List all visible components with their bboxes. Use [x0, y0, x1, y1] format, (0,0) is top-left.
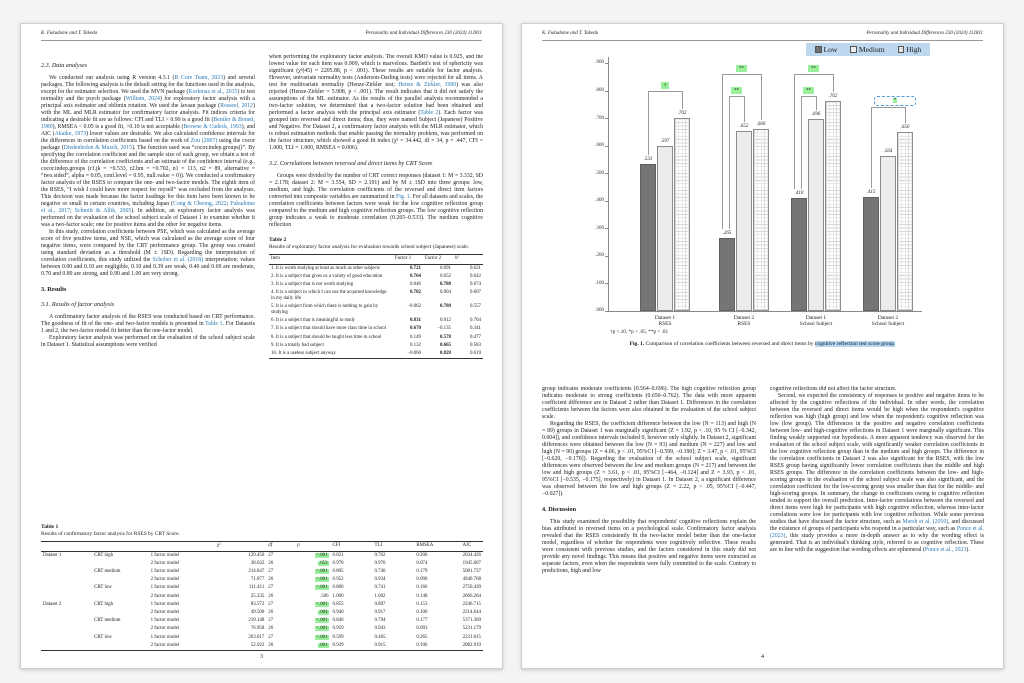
subsection-heading: 3.1. Results of factor analysis — [41, 301, 115, 308]
bar-medium-group2 — [736, 131, 752, 311]
citation-link[interactable]: Ponce et al., 2023 — [924, 547, 967, 553]
y-tick-label: .900 — [595, 60, 604, 66]
table-row: 5. It is a subject from which there is nothing to gain by studying −0.062 0.788 0.557 — [271, 304, 481, 316]
y-tick-label: .500 — [595, 170, 604, 176]
table-1-header: χ² — [215, 541, 266, 551]
table-1-header: AIC — [461, 541, 483, 551]
section-heading: 3. Results — [41, 286, 67, 293]
search-highlight: <.001 — [316, 552, 328, 558]
search-highlight: <.001 — [316, 634, 328, 640]
table-row: 8. It is a subject that should be taught less time in school 0.149 0.578 0.477 — [271, 334, 481, 340]
y-tick-label: .000 — [595, 308, 604, 314]
table-2-header: Factor 2 — [423, 254, 453, 264]
y-tick-label: .100 — [595, 280, 604, 286]
citation-link[interactable]: Table 2 — [420, 110, 439, 116]
citation-link[interactable]: Marsh et al. (2010) — [902, 519, 949, 525]
x-category-label: Dataset 1 School Subject — [799, 315, 833, 328]
citation-link[interactable]: Korkmaz et al., 2015 — [188, 89, 238, 95]
bar-value-label: .650 — [900, 124, 910, 130]
y-tick-mark — [605, 146, 608, 147]
paragraph: Regarding the RSES, the coefficient difference between the low (N = 113) and high (N = 89) groups in Dataset 1 was marginally significant (Z = 1.92, p < .10, 95 % CI [−0.342, 0.004]), and confidence intervals included 0, however only slightly. In Dataset 2, significant differences were obtained between the low (N = 93) and medium (N = 227) and low and high (N = 90) groups (Z = 4.06, p < .01, 95%CI [−0.599, −0.190]; Z = 3.47, p < .01, 95%CI [−0.620, −0.170]). Regarding the evaluation of the school subject scale, significant differences were observed between the low and medium groups (N = 217) and between the low and high groups (Z = 3.61, p < .01, 95%CI [−464, −0.124] and Z = 3.93, p < .01, 95%CI [−0.535, −0.175], respectively) in Dataset 1. In Dataset 2, a significant difference was observed between the low and high groups (Z = 2.22, p < .05, 95%CI [−0.447, −0.027]). — [542, 421, 756, 497]
x-axis — [608, 311, 922, 312]
legend-label: Low — [823, 45, 838, 54]
significance-note: †p <.10, *p < .05, **p < .01 — [610, 329, 669, 335]
legend-item-medium — [850, 45, 884, 54]
citation-link[interactable]: Cong & Cheong, 2022 — [172, 201, 227, 207]
x-category-label: Dataset 2 School Subject — [871, 315, 905, 328]
bar-medium-group1 — [657, 146, 673, 311]
y-tick-mark — [605, 311, 608, 312]
bracket-leg — [816, 96, 817, 110]
search-highlight: .053 — [318, 560, 328, 566]
table-2-header: h² — [453, 254, 483, 264]
paragraph: Groups were divided by the number of CRT correct responses (dataset 1: M = 3.332, SD = 2.178; dataset 2: M = 3.554, SD = 2.191) and by M ± 1SD into three groups: low, medium, and high. The correlation coefficients of the reversed and direct item factors converted into composite variables are summarized in Fig. 1. For all datasets and scales, the correlation coefficients between factors were weak for the low cognitive reflection group compared to the medium and high cognitive reflection groups. The low cognitive reflection group indicates a weak to moderate correlation (0.265–0.533). The medium cognitive reflection — [269, 173, 483, 228]
citation-link[interactable]: Ponce et al. (2023) — [770, 526, 984, 539]
bracket-line — [729, 96, 744, 97]
table-row: CRT low 1 factor model 111.411 27 <.001 0.806 0.741 0.166 2750.439 — [94, 585, 481, 591]
significance-marker: ** — [730, 66, 754, 72]
bar-value-label: .533 — [643, 157, 653, 163]
paragraph: cognitive reflections did not affect the factor structure. — [770, 386, 897, 392]
table-row: CRT low 1 factor model 203.017 27 <.001 0.599 0.465 0.265 2231.015 — [94, 634, 481, 640]
bracket-line — [722, 74, 761, 75]
table-1-caption: Table 1 Results of confirmatory factor analysis for RSES by CRT Score. — [41, 524, 180, 538]
table-2-header: Factor 1 — [393, 254, 423, 264]
page-header — [41, 31, 482, 36]
bar-value-label: .702 — [677, 110, 687, 116]
significance-marker: † — [653, 82, 677, 88]
x-category-label: Dataset 1 RSES — [654, 315, 676, 328]
citation-link[interactable]: Fukudome et al., 2017 — [41, 201, 255, 214]
bar-value-label: .652 — [739, 124, 749, 130]
header-rule — [41, 40, 482, 41]
running-journal: Personality and Individual Differences 230 (2024) 112811 — [866, 31, 983, 36]
bar-value-label: .597 — [660, 139, 670, 145]
table-2-header: Item — [269, 254, 393, 264]
bar-value-label: .696 — [811, 112, 821, 118]
bracket-leg — [761, 74, 762, 120]
bracket-line — [648, 91, 682, 92]
y-tick-label: .300 — [595, 225, 604, 231]
subsection-heading: 3.2. Correlations between reversed and direct items by CRT Score — [269, 160, 433, 167]
citation-link[interactable]: Rosseel, 2012 — [220, 103, 254, 109]
table-1-header: p — [295, 541, 330, 551]
table-1-header: CFI — [331, 541, 373, 551]
bar-high-group2 — [753, 129, 769, 311]
table-row: 10. It is a useless subject anyway −0.060 0.828 0.619 — [269, 350, 483, 359]
y-tick-label: .200 — [595, 253, 604, 259]
legend-label: Medium — [858, 45, 885, 54]
running-author: K. Fukudome and T. Takeda — [41, 31, 98, 36]
citation-link[interactable]: Zou (2007) — [190, 138, 218, 144]
table-row: 1. It is worth studying at least as much as other subjects 0.721 0.091 0.621 — [271, 265, 481, 271]
table-row: 2 factor model 71.877 26 <.001 0.952 0.934 0.090 4940.768 — [150, 577, 481, 583]
selected-annotation[interactable] — [874, 96, 916, 106]
text-selection-highlight: cognitive reflection test score group. — [814, 341, 896, 347]
y-tick-mark — [605, 256, 608, 257]
table-row: 2 factor model 25.235 26 .506 1.000 1.002 0.148 2666.264 — [150, 593, 481, 599]
search-highlight: .004 — [318, 610, 328, 615]
chart-legend — [806, 43, 930, 56]
table-1-header — [41, 541, 92, 551]
bracket-leg — [833, 74, 834, 92]
left-page-column-2 — [269, 54, 483, 516]
citation-link[interactable]: William, 2024 — [125, 96, 160, 102]
journal-page-4 — [521, 23, 1004, 669]
journal-page-3 — [20, 23, 503, 669]
bar-medium-group4 — [880, 156, 896, 311]
table-row: Dataset 2 CRT high 1 factor model 83.572 27 <.001 0.855 0.807 0.153 2246.715 — [43, 601, 481, 607]
citation-link[interactable]: Fig. 1 — [396, 194, 410, 200]
table-row: 3. It is a subject that is not worth studying 0.046 0.788 0.674 — [271, 282, 481, 288]
figure-caption: Fig. 1. Comparison of correlation coefficients between reversed and direct items by cognitive reflection test score group. — [629, 341, 896, 347]
page-number: 4 — [761, 654, 764, 660]
bracket-leg — [744, 96, 745, 122]
bracket-leg — [729, 96, 730, 229]
table-1 — [41, 516, 483, 651]
paragraph: This study examined the possibility that respondents' cognitive reflections explain the bias attributed to reversed items on a psychological scale. Confirmatory factor analysis revealed that the RSES consistently fit the two-factor model better than the one-factor model, regardless of whether the respondents were cognitively reflective. These results were consistent with previous studies, and the factors considered in this study did not provide any novel findings. This means that positive and negative items were extracted as separate factors, even when the respondents were fully committed to the scale. Contrary to predictions, high and low — [542, 519, 756, 574]
bracket-line — [794, 74, 833, 75]
significance-marker: ** — [725, 88, 749, 94]
bracket-leg — [801, 96, 802, 189]
bar-low-group2 — [719, 238, 735, 311]
table-1-header — [149, 541, 215, 551]
search-highlight: <.001 — [316, 601, 328, 607]
search-highlight: .001 — [318, 642, 328, 648]
table-row: 2 factor model 38.632 26 .053 0.978 0.970 0.074 1945.607 — [150, 560, 481, 566]
paragraph: In this study, correlation coefficients between PSE, which was calculated as the average score of five positive items, and NSE, which was calculated as the average score of four negative items, were compared by the CRT performance group. The group was created using standard deviation as a threshold (M ± 1SD). Regarding the interpretation of correlation coefficients, this study utilized the Schober et al. (2018) interpretation; values between 0.00 and 0.10 are negligible, 0.10 and 0.39 are weak, 0.40 and 0.69 are moderate, 0.70 and 0.89 are strong, and 0.90 and 1.00 are very strong. — [41, 229, 255, 277]
bar-value-label: .660 — [756, 122, 766, 128]
page-number: 3 — [260, 654, 263, 660]
bar-value-label: .415 — [866, 189, 876, 195]
figure-1-bar-chart — [522, 24, 1003, 382]
legend-swatch-medium — [850, 46, 857, 53]
right-page-column-2 — [770, 386, 984, 648]
y-tick-label: .800 — [595, 87, 604, 93]
paragraph: Exploratory factor analysis was performed on the evaluation of the school subject scale in Dataset 1. Statistical assumptions were verified — [41, 335, 255, 348]
y-tick-mark — [605, 118, 608, 119]
paragraph: Second, we expected the consistency of responses to positive and negative items to be affected by the cognitive reflections of the individual. In other words, the correlation between the reversed and direct items would be high when the respondent's cognitive reflection was high (high group) and low when the respondent's cognitive reflection was low (low group). The differences in the positive and negative correlation coefficients between low- and high-cognitive reflections in Dataset 1 were marginally significant. This finding weakly supported our hypothesis. A more apparent tendency was observed for the evaluation of the school subject scale, with significantly weaker correlation coefficients in the low cognitive reflection group than in the medium and high groups. The difference in the correlation coefficients in Dataset 2 was also significant for the RSES, with the low RSES group having significantly lower correlation coefficients than the middle and high RSES groups. The difference in the correlation coefficients between the low- and high-scoring groups in the evaluation of the school subject scale was also significant, and the correlation coefficient for the low-scoring group was smaller than that for the middle- and high-scoring groups. In summary, the change in coefficients owing to cognitive reflection tended to support the overall prediction. Inter-factor correlations between the reversed and direct items were high for participants with high cognitive reflection, whereas inter-factor correlations were low for participants with low cognitive reflection. While some previous studies that have discussed the factor structure, such as Marsh et al. (2010), and discussed the existence of groups of participants who respond in a particular way, such as Ponce et al. (2023), this study provides a more in-depth answer as to why the wording effect is generated. That is an individual's thinking style, referred to as cognitive reflection. These are in line with the suggestion that wording effects are ephemeral (Ponce et al., 2023). — [770, 393, 984, 553]
table-1-header: RMSEA — [414, 541, 460, 551]
paragraph: when performing the exploratory factor analysis. The overall KMO value is 0.925, and the lowest value for each item was 0.909, which is marvelous. Bartlett's test of sphericity was significant (χ²(45) = 2205.88, p < .001). These results are suitable for factor analysis. However, univariate normality tests (Anderson-Darling tests) were rejected for all items. A test for multivariate normality (Henze-Zirkler test; Henze & Zirkler, 1990) was also rejected (Henze-Zirkler = 5.908, p < .001). The result indicates that it did not satisfy the assumptions of the ML estimator. As the results of the parallel analysis recommended a two-factor solution, we determined that a two-factor solution had been obtained and performed a factor analysis with the principal axis estimator (Table 2). Each factor was grouped into reversed and direct items; thus, they were named Subject (Japanese) Positive and Negative. For Dataset 2, a confirmatory factor analysis with the MLR estimator, which is robust estimation methods that enable passing the normality problem, was performed on the factor structure, which showed a good fit index (χ² = 34.442, df = 34, p = .447, CFI = 1.000, TLI = 1.000, RMSEA = 0.006). — [269, 54, 483, 151]
citation-link[interactable]: R Core Team, 2023 — [174, 75, 224, 81]
legend-label: High — [906, 45, 922, 54]
paragraph: A confirmatory factor analysis of the RSES was conducted based on CRT performance. The goodness of fit of the one- and two-factor models is presented in Table 1. For Datasets 1 and 2, the two-factor model fit better than the one-factor model. — [41, 314, 255, 334]
citation-link[interactable]: Diedenhofen & Musch, 2015 — [63, 145, 133, 151]
table-1-header: TLI — [372, 541, 414, 551]
table-row: 2. It is a subject that gives us a variety of good education 0.764 0.052 0.642 — [271, 273, 481, 279]
paragraph: group indicates moderate coefficients (0.564–0.696). The high cognitive reflection group indicates moderate to strong coefficients (0.650–0.762). The data with more apparent coefficient difference are in Dataset 2 rather than Dataset 1. Differences in the correlation coefficients between the factors were also obtained in the evaluation of the school subject scale. — [542, 386, 756, 420]
table-row: 7. It is a subject that should have more class time in school 0.670 −0.135 0.341 — [271, 326, 481, 332]
table-1-header — [92, 541, 149, 551]
bar-value-label: .410 — [794, 191, 804, 197]
legend-swatch-high — [898, 46, 905, 53]
citation-link[interactable]: Akaike, 1973 — [54, 131, 87, 137]
citation-link[interactable]: Bentler & Bonett, 1980 — [41, 117, 255, 130]
table-1-header: df — [266, 541, 295, 551]
bar-value-label: .762 — [828, 94, 838, 100]
search-highlight: <.001 — [316, 618, 328, 624]
bar-high-group1 — [674, 118, 690, 311]
search-highlight: <.001 — [316, 585, 328, 591]
legend-item-low — [815, 45, 837, 54]
bar-high-group3 — [825, 101, 841, 311]
table-row: 2 factor model 49.500 26 .004 0.940 0.917 0.100 2214.644 — [150, 610, 481, 615]
table-row: 2 factor model 76.958 26 <.001 0.959 0.943 0.093 5231.179 — [150, 626, 481, 632]
y-tick-label: .600 — [595, 143, 604, 149]
bar-high-group4 — [897, 132, 913, 311]
bar-low-group1 — [640, 164, 656, 311]
citation-link[interactable]: Browne & Cudeck, 1993 — [183, 124, 242, 130]
legend-item-high — [898, 45, 922, 54]
y-tick-mark — [605, 63, 608, 64]
y-axis — [608, 57, 609, 311]
table-row: 2 factor model 52.922 26 .001 0.939 0.915 0.106 2082.919 — [41, 642, 483, 651]
bar-value-label: .564 — [883, 148, 893, 154]
table-2 — [269, 237, 483, 359]
bar-medium-group3 — [808, 119, 824, 311]
citation-link[interactable]: Table 1 — [205, 321, 223, 327]
bracket-leg — [682, 91, 683, 109]
legend-swatch-low — [815, 46, 822, 53]
citation-link[interactable]: Schober et al. (2018) — [152, 257, 204, 263]
table-row: 6. It is a subject that is meaningful to study 0.831 0.012 0.704 — [271, 318, 481, 324]
table-row: CRT medium 1 factor model 219.148 27 <.001 0.846 0.794 0.177 5371.369 — [94, 618, 481, 624]
y-tick-mark — [605, 228, 608, 229]
y-tick-mark — [605, 173, 608, 174]
search-highlight: <.001 — [316, 577, 328, 583]
search-highlight: <.001 — [316, 626, 328, 632]
running-author: K. Fukudome and T. Takeda — [542, 31, 599, 36]
citation-link[interactable]: Henze & Zirkler, 1990 — [398, 82, 457, 88]
significance-marker: * — [893, 98, 897, 104]
section-heading: 4. Discussion — [542, 506, 577, 513]
search-highlight: <.001 — [316, 569, 328, 575]
bar-value-label: .265 — [722, 230, 732, 236]
significance-marker: ** — [802, 66, 826, 72]
left-page-column-1 — [41, 54, 255, 516]
bar-low-group4 — [863, 197, 879, 311]
bracket-leg — [905, 107, 906, 123]
table-row: CRT medium 1 factor model 214.847 27 <.001 0.805 0.740 0.179 5081.737 — [94, 569, 481, 575]
table-row: 4. It is a subject in which I can use the acquired knowledge in my daily life 0.782 0.004 0.607 — [271, 290, 481, 302]
x-category-label: Dataset 2 RSES — [733, 315, 755, 328]
bracket-leg — [871, 107, 872, 188]
bracket-leg — [722, 74, 723, 229]
y-tick-mark — [605, 91, 608, 92]
table-row: 9. It is a totally bad subject 0.132 0.665 0.583 — [271, 342, 481, 348]
y-tick-mark — [605, 201, 608, 202]
bar-low-group3 — [791, 198, 807, 311]
table-2-caption: Table 2 Results of exploratory factor analysis for evaluation towards school subject (Japanese) scale. — [269, 237, 469, 251]
y-tick-mark — [605, 283, 608, 284]
bracket-leg — [648, 91, 649, 156]
paragraph: We conducted our analysis using R version 4.3.1 (R Core Team, 2023) and several packages. The following analysis is the default setting for the functions used in the analysis, except for the estimator selection. We used the MVN package (Korkmaz et al., 2015) to test normality and the psych package (William, 2024) for exploratory factor analysis with a principal axis estimator and oblimin rotation. We used the lavaan package (Rosseel, 2012) with the ML and MLR estimator for confirmatory factor analysis. Fit indices criteria for indicating a desirable fit are as follows: CFI and TLI > 0.90 is a good fit (Bentler & Bonett, 1980), RMSEA < 0.05 is a good fit, >0.10 is not acceptable (Browne & Cudeck, 1993), and AIC (Akaike, 1973) lower values are desirable. We also calculated confidence intervals for the differences in correlation coefficients based on the work of Zou (2007) using the cocor package (Diedenhofen & Musch, 2015). The function used was “cocor.indep.groups()”. By specifying the correlation coefficient and the sample size of each group, we obtain a test of the difference of the correlation coefficients and an estimate of the confidence interval (e.g., cocor.indep.groups (r1.jk = +0.533, r2.hm = +0.702, n1 = 113, n2 = 89, alternative = “two.sided”, alpha = 0.05, conf.level = 0.95, null.value = 0)). We conducted a confirmatory factor analysis of the RSES to compare the one- and two-factor models. The eighth item of the RSES, “I wish I could have more respect for myself” was excluded from the analyses. This decision was made because the factor loadings for this item have been known to be negative or small in certain countries, including Japan (Cong & Cheong, 2022; Fukudome et al., 2017; Schmitt & Allik, 2005). In addition, an exploratory factor analysis was performed on the evaluation of the school subject scale of Dataset 1 to examine whether it was a two-factor scale; one for positive items and the other for negative items. — [41, 75, 255, 228]
table-row: Dataset 1 CRT high 1 factor model 129.450 27 <.001 0.821 0.762 0.206 2034.426 — [43, 552, 481, 558]
significance-marker: ** — [797, 88, 821, 94]
citation-link[interactable]: Schmitt & Allik, 2005 — [74, 208, 132, 214]
y-tick-label: .700 — [595, 115, 604, 121]
subsection-heading: 2.3. Data analyses — [41, 62, 88, 69]
bracket-line — [801, 96, 816, 97]
bracket-leg — [794, 74, 795, 189]
running-journal: Personality and Individual Differences 230 (2024) 112811 — [365, 31, 482, 36]
y-tick-label: .400 — [595, 198, 604, 204]
right-page-column-1 — [542, 386, 756, 648]
bracket-line — [871, 107, 905, 108]
